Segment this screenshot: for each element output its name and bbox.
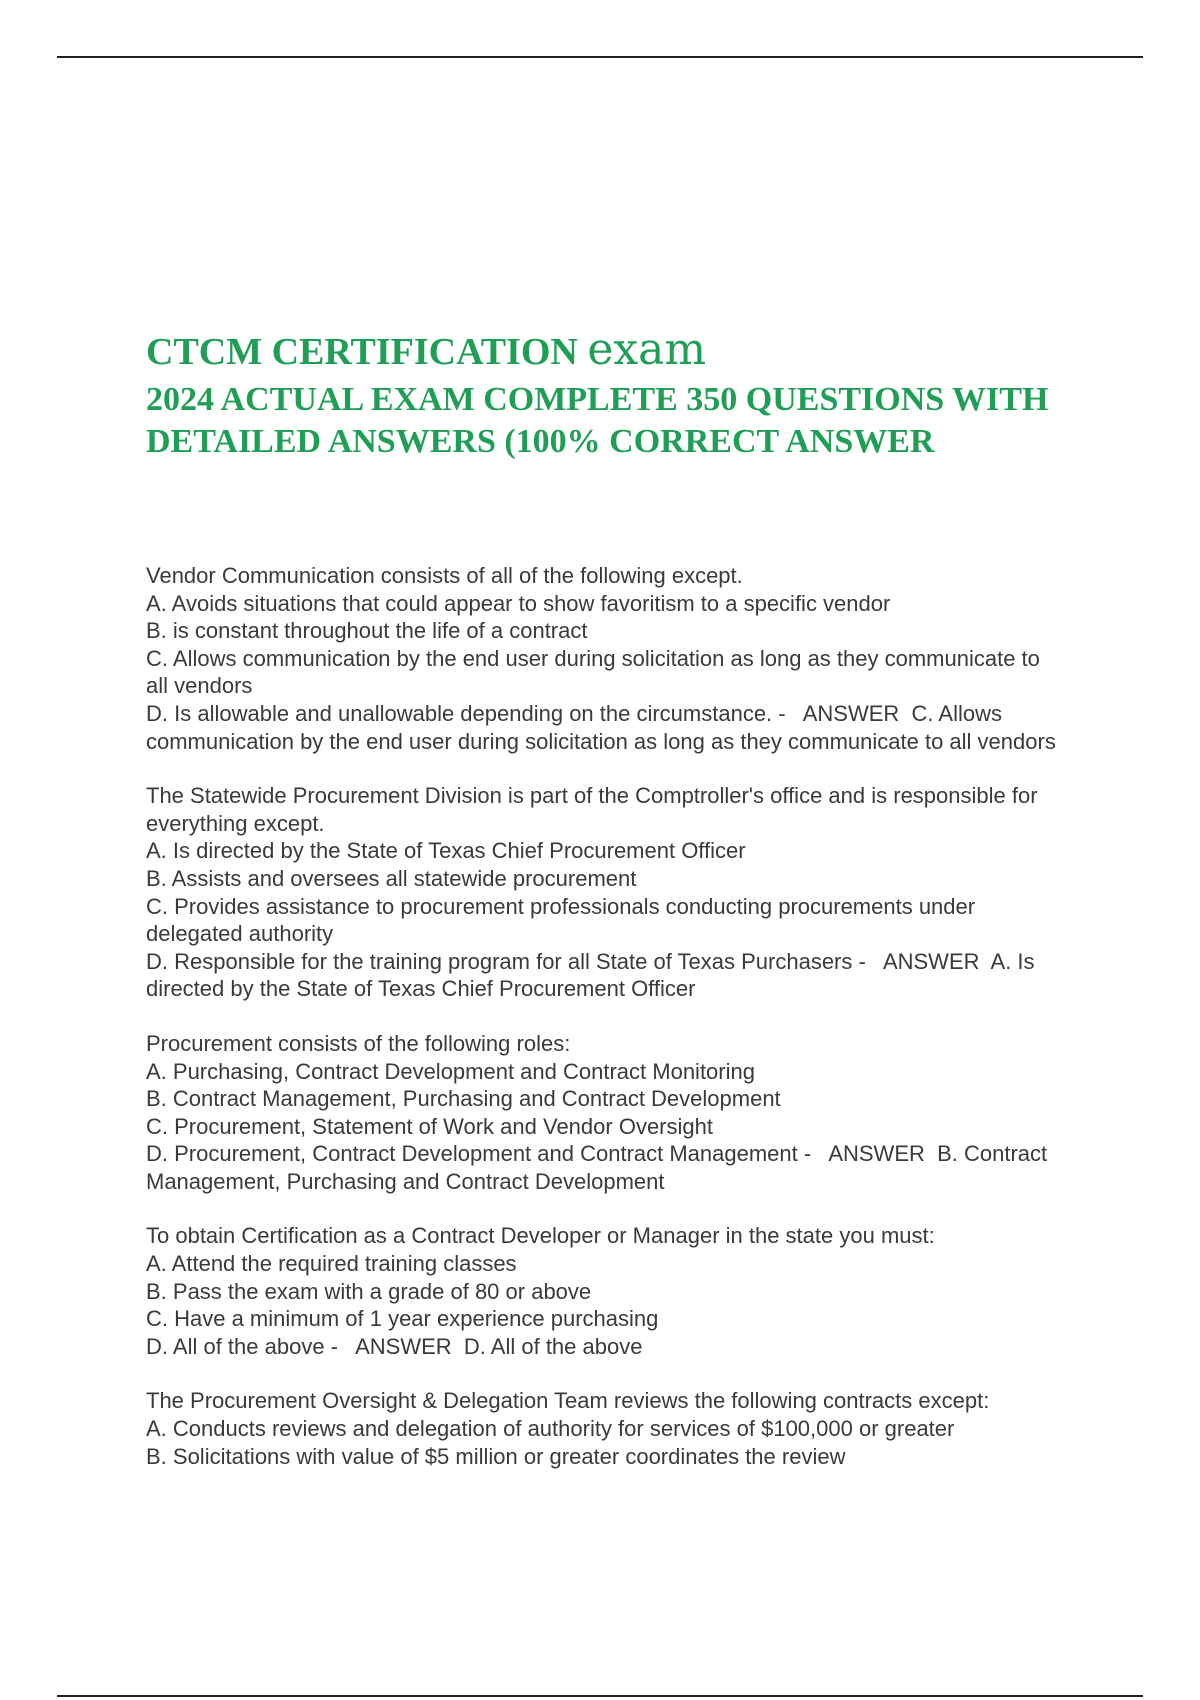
question-text: Vendor Communication consists of all of the following except. <box>146 563 743 588</box>
option-a: A. Attend the required training classes <box>146 1251 517 1277</box>
question-text: To obtain Certification as a Contract Developer or Manager in the state you must: <box>146 1223 935 1249</box>
option-a: A. Avoids situations that could appear to show favoritism to a specific vendor <box>146 590 891 616</box>
question-block-3 <box>146 1030 1066 1196</box>
questions-content <box>146 562 1066 1497</box>
top-rule <box>57 56 1143 58</box>
title-line-1 <box>146 325 1076 377</box>
option-a: A. Purchasing, Contract Development and Contract Monitoring <box>146 1058 755 1084</box>
option-c: C. Have a minimum of 1 year experience purchasing <box>146 1306 659 1332</box>
bottom-rule <box>57 1695 1143 1697</box>
option-b: B. Pass the exam with a grade of 80 or above <box>146 1278 592 1304</box>
option-a: A. Is directed by the State of Texas Chief Procurement Officer <box>146 838 746 864</box>
option-b: B. is constant throughout the life of a contract <box>146 618 588 644</box>
option-c: C. Allows communication by the end user during solicitation as long as they communicate to all vendors <box>146 645 1047 699</box>
option-b: B. Solicitations with value of $5 million or greater coordinates the review <box>146 1443 846 1469</box>
question-block-2 <box>146 782 1066 1003</box>
option-b: B. Assists and oversees all statewide procurement <box>146 865 637 891</box>
title-main: CTCM CERTIFICATION <box>146 331 588 373</box>
title-exam-word: exam <box>587 324 707 375</box>
option-a: A. Conducts reviews and delegation of authority for services of $100,000 or greater <box>146 1416 955 1442</box>
question-text: The Statewide Procurement Division is part of the Comptroller's office and is responsible for everything except. <box>146 783 1044 836</box>
title-subtitle: 2024 ACTUAL EXAM COMPLETE 350 QUESTIONS WITH DETAILED ANSWERS (100% CORRECT ANSWER <box>146 381 1049 460</box>
option-d-answer: D. Procurement, Contract Development and Contract Management - ANSWER B. Contract Management, Purchasing and Contract Development <box>146 1141 1054 1194</box>
option-d-answer: D. All of the above - ANSWER D. All of the above <box>146 1333 643 1359</box>
question-block-4 <box>146 1222 1066 1360</box>
option-c: C. Procurement, Statement of Work and Vendor Oversight <box>146 1113 713 1139</box>
option-c: C. Provides assistance to procurement professionals conducting procurements under delegated authority <box>146 893 982 947</box>
document-title <box>146 325 1076 463</box>
option-d-answer: D. Is allowable and unallowable depending on the circumstance. - ANSWER C. Allows communication by the end user during solicitation as long as they communicate to all vendors <box>146 700 1056 754</box>
option-b: B. Contract Management, Purchasing and Contract Development <box>146 1086 781 1112</box>
question-text: The Procurement Oversight & Delegation Team reviews the following contracts except: <box>146 1388 990 1414</box>
option-d-answer: D. Responsible for the training program for all State of Texas Purchasers - ANSWER A. Is directed by the State of Texas Chief Procurement Officer <box>146 948 1041 1002</box>
question-text: Procurement consists of the following roles: <box>146 1030 571 1056</box>
question-block-1 <box>146 562 1066 755</box>
question-block-5 <box>146 1387 1066 1470</box>
